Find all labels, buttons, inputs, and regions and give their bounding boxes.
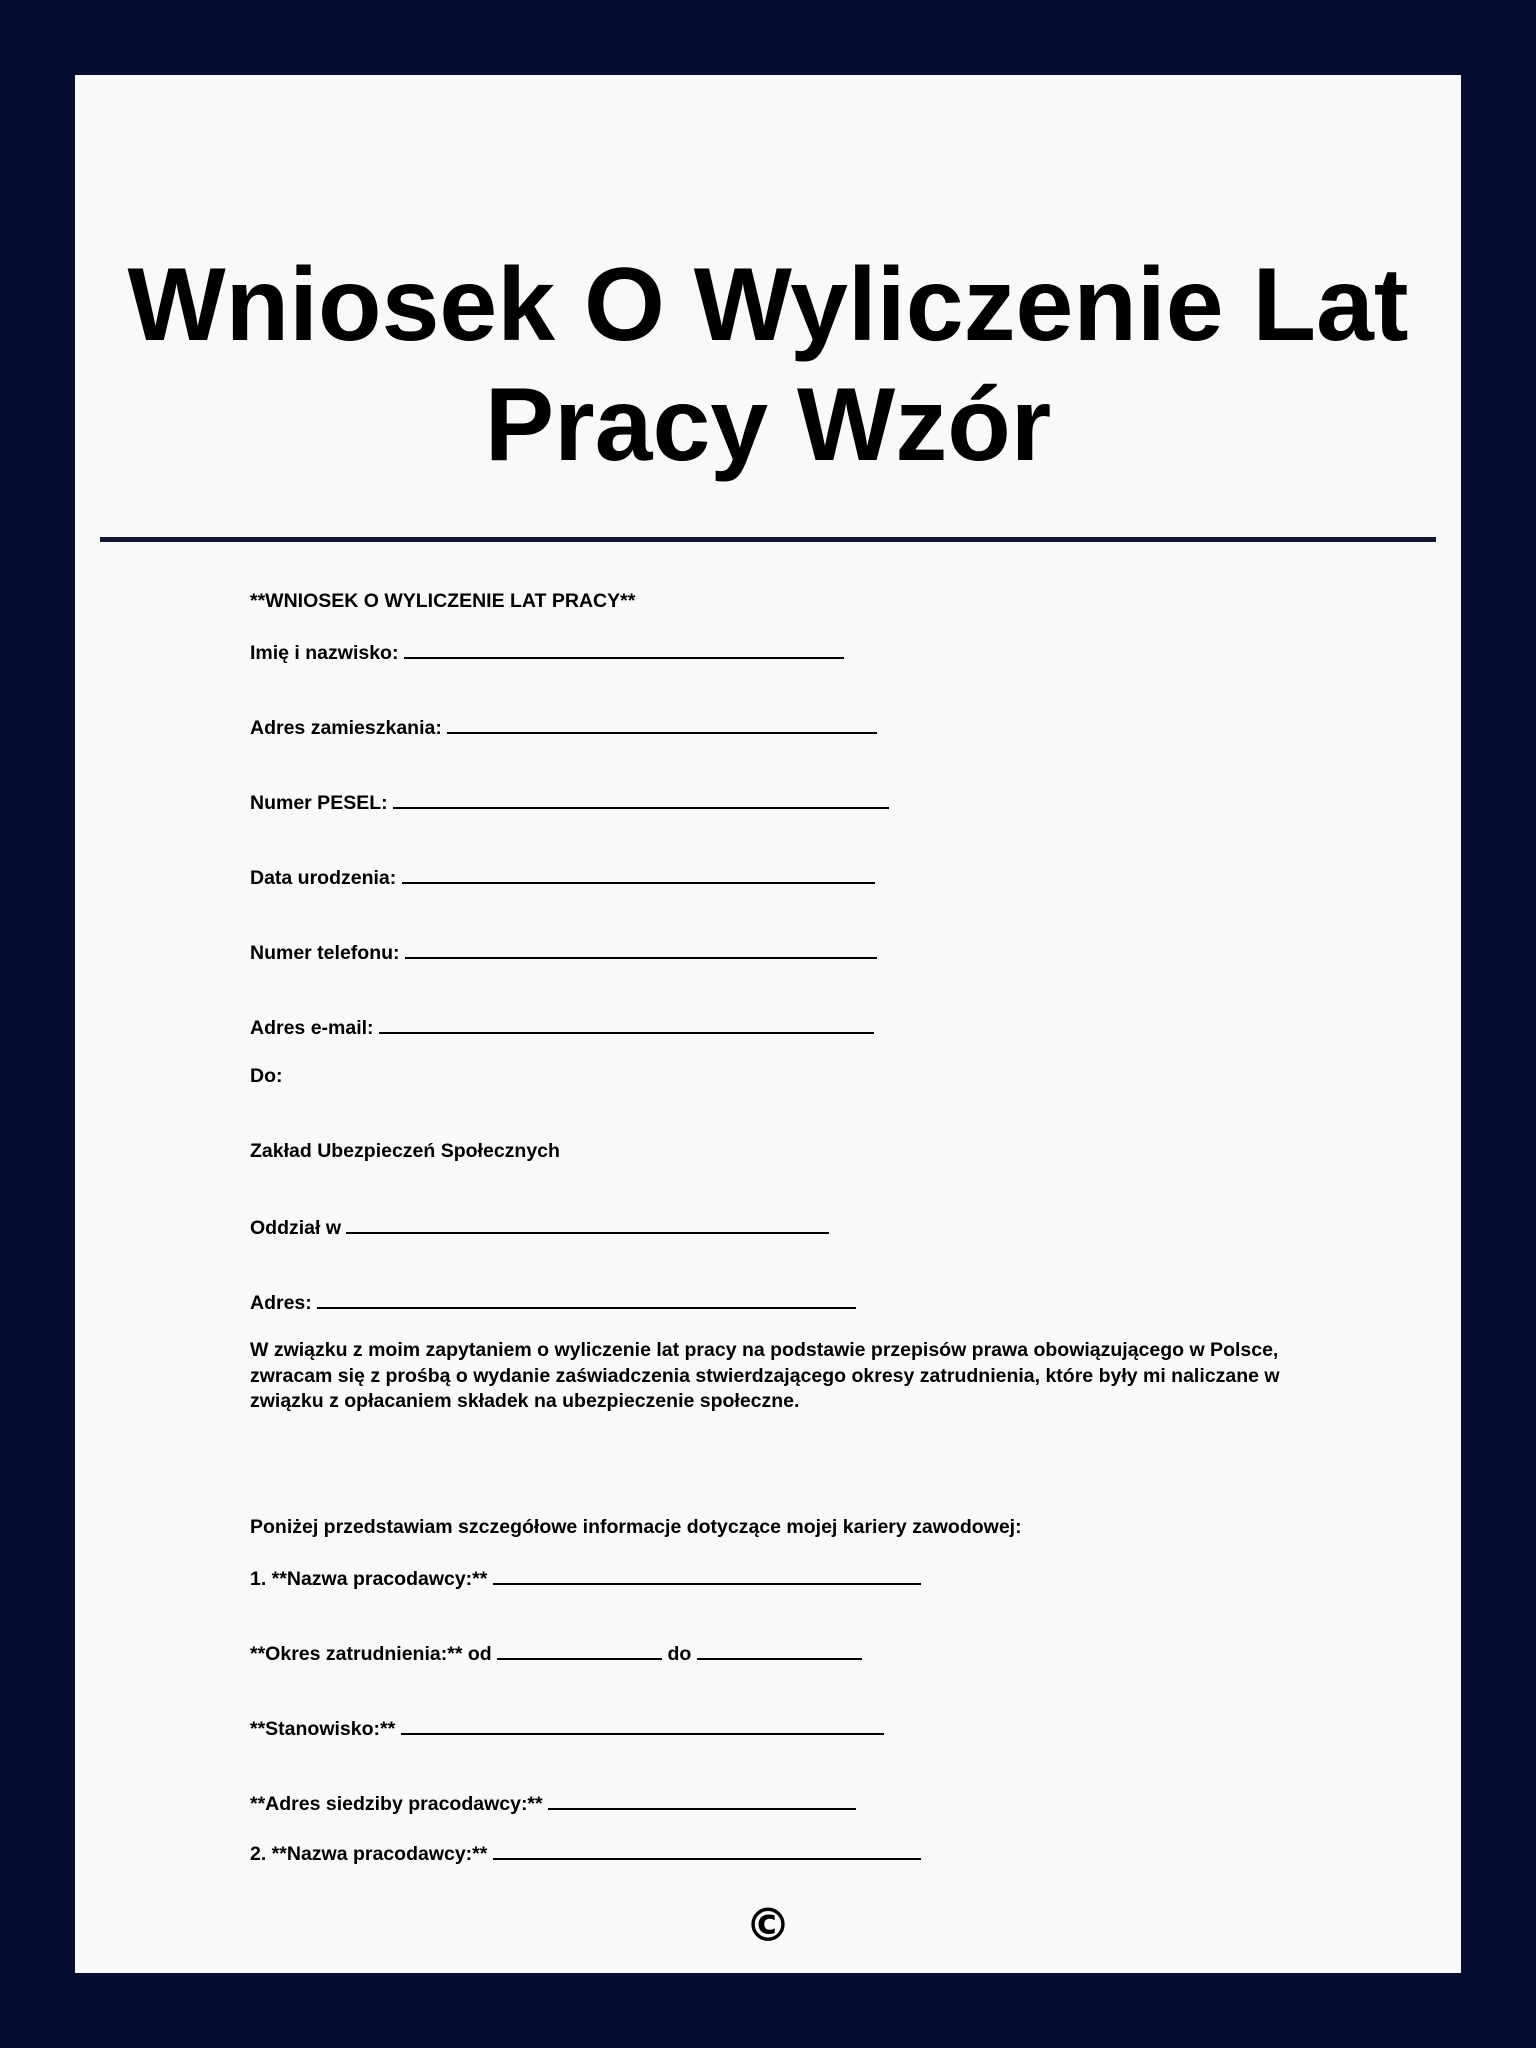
title-divider xyxy=(100,537,1436,542)
recipient-address-label: Adres: xyxy=(250,1292,312,1314)
branch-field-label: Oddział w xyxy=(250,1217,342,1239)
birth-date-field-row xyxy=(250,864,875,890)
employer-address-row xyxy=(250,1790,856,1816)
request-paragraph: W związku z moim zapytaniem o wyliczenie lat pracy na podstawie przepisów prawa obowiązującego w Polsce, zwracam się z prośbą o wydanie zaświadczenia stwierdzającego okresy zatrudnienia, które były mi naliczane w związku z opłacaniem składek na ubezpieczenie społeczne. xyxy=(250,1339,1280,1412)
branch-field-row xyxy=(250,1214,829,1240)
period-to-blank[interactable] xyxy=(697,1640,862,1660)
employer-2-row xyxy=(250,1840,921,1866)
form-heading: **WNIOSEK O WYLICZENIE LAT PRACY** xyxy=(250,590,636,612)
address-field-row xyxy=(250,714,877,740)
recipient-address-blank[interactable] xyxy=(317,1289,856,1309)
period-to-label: do xyxy=(667,1643,692,1665)
employment-period-row xyxy=(250,1640,862,1666)
position-blank[interactable] xyxy=(401,1715,884,1735)
employer-address-blank[interactable] xyxy=(548,1790,856,1810)
employer-1-label: 1. **Nazwa pracodawcy:** xyxy=(250,1568,488,1590)
phone-field-label: Numer telefonu: xyxy=(250,942,400,964)
phone-field-row xyxy=(250,939,877,965)
pesel-field-row xyxy=(250,789,889,815)
name-field-row xyxy=(250,639,844,665)
pesel-field-blank[interactable] xyxy=(393,789,889,809)
phone-field-blank[interactable] xyxy=(405,939,877,959)
recipient-address-row xyxy=(250,1289,856,1315)
birth-date-field-label: Data urodzenia: xyxy=(250,867,397,889)
branch-field-blank[interactable] xyxy=(346,1214,829,1234)
name-field-blank[interactable] xyxy=(404,639,844,659)
address-field-label: Adres zamieszkania: xyxy=(250,717,442,739)
position-label: **Stanowisko:** xyxy=(250,1718,396,1740)
address-field-blank[interactable] xyxy=(447,714,877,734)
employer-2-label: 2. **Nazwa pracodawcy:** xyxy=(250,1843,488,1865)
position-row xyxy=(250,1715,884,1741)
pesel-field-label: Numer PESEL: xyxy=(250,792,388,814)
period-from-blank[interactable] xyxy=(497,1640,662,1660)
intro-paragraph: Poniżej przedstawiam szczegółowe informacje dotyczące mojej kariery zawodowej: xyxy=(250,1516,1022,1538)
email-field-label: Adres e-mail: xyxy=(250,1017,374,1039)
copyright-icon: © xyxy=(745,1898,791,1952)
employer-2-blank[interactable] xyxy=(493,1840,921,1860)
employer-address-label: **Adres siedziby pracodawcy:** xyxy=(250,1793,543,1815)
period-from-label: **Okres zatrudnienia:** od xyxy=(250,1643,492,1665)
employer-1-blank[interactable] xyxy=(493,1565,921,1585)
recipient-institution: Zakład Ubezpieczeń Społecznych xyxy=(250,1140,560,1162)
email-field-blank[interactable] xyxy=(379,1014,874,1034)
email-field-row xyxy=(250,1014,874,1040)
recipient-to-label: Do: xyxy=(250,1065,283,1087)
name-field-label: Imię i nazwisko: xyxy=(250,642,399,664)
employer-1-row xyxy=(250,1565,921,1591)
document-title: Wniosek O Wyliczenie Lat Pracy Wzór xyxy=(127,247,1409,483)
document-page xyxy=(75,75,1461,1973)
birth-date-field-blank[interactable] xyxy=(402,864,875,884)
